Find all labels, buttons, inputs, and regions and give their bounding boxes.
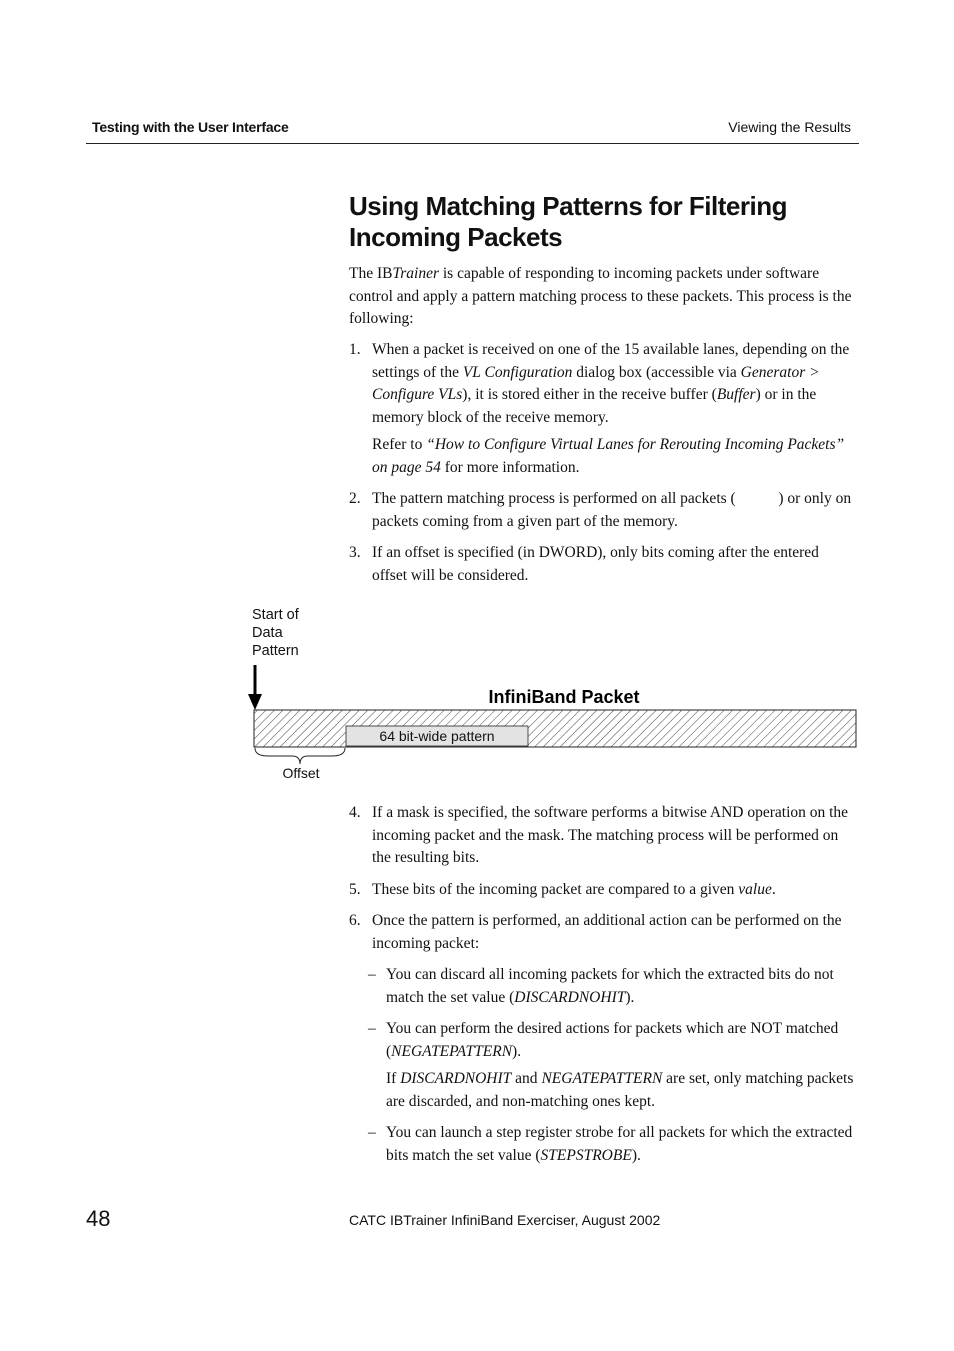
steps-list-upper [349, 339, 857, 587]
list-item-6 [349, 910, 857, 955]
flag-name: DISCARDNOHIT [514, 988, 626, 1006]
start-label-line1: Start of [252, 607, 299, 623]
sub-item-discard [349, 964, 857, 1009]
list-item-5 [349, 879, 857, 902]
running-header-topic: Viewing the Results [728, 119, 851, 135]
item-text: When a packet is received on one of the 15 available lanes, depending on the settings of the [372, 341, 850, 381]
term-value: value [738, 880, 772, 898]
item-text: and [511, 1070, 542, 1087]
dash-bullet: – [368, 1124, 376, 1141]
start-label-line2: Data [252, 625, 283, 641]
start-label-line3: Pattern [252, 643, 299, 659]
list-item-3 [349, 542, 857, 587]
item-text: ) or only on packets coming from a given part of the memory. [372, 490, 852, 530]
pattern-label: 64 bit-wide pattern [379, 728, 495, 744]
item-text: If an offset is specified (in DWORD), only bits coming after the entered offset will be considered. [372, 544, 819, 584]
list-number: 1. [349, 341, 361, 358]
footer-title: CATC IBTrainer InfiniBand Exerciser, August 2002 [349, 1212, 661, 1228]
item-text: The pattern matching process is performed on all packets ( [372, 490, 736, 507]
item-text: ) or in the memory block of the receive memory. [372, 386, 817, 426]
item-text: ). [512, 1042, 522, 1060]
intro-paragraph [349, 263, 857, 331]
intro-product-name: Trainer [392, 265, 439, 282]
list-item-2 [349, 488, 857, 533]
sub-item-negate [349, 1018, 857, 1113]
sub-item-strobe [349, 1122, 857, 1167]
intro-text: The IB [349, 265, 393, 282]
steps-list-lower [349, 802, 857, 1167]
item-text: are set, only matching packets are discarded, and non-matching ones kept. [386, 1070, 854, 1110]
packet-diagram-svg [240, 600, 870, 790]
running-header-section: Testing with the User Interface [92, 119, 289, 135]
packet-diagram [240, 600, 870, 790]
cross-reference-link[interactable]: “How to Configure Virtual Lanes for Rerouting Incoming Packets” on page 54 [372, 436, 845, 476]
header-rule [86, 143, 859, 144]
dialog-name: VL Configuration [462, 363, 573, 381]
item-text: You can perform the desired actions for packets which are NOT matched ( [386, 1020, 839, 1060]
flag-name: NEGATEPATTERN [391, 1042, 513, 1060]
list-number: 2. [349, 490, 361, 507]
flag-name: STEPSTROBE [540, 1146, 632, 1164]
item-text: for more information. [440, 458, 580, 476]
cross-reference [372, 434, 857, 479]
page-number: 48 [86, 1206, 111, 1231]
list-number: 4. [349, 804, 361, 821]
dash-bullet: – [368, 966, 376, 983]
item-text: If [386, 1070, 401, 1087]
item-text: ). [625, 988, 635, 1006]
item-text: These bits of the incoming packet are compared to a given [372, 880, 739, 898]
sub-item-note [386, 1068, 857, 1113]
item-text: Refer to [372, 436, 427, 453]
item-text: ), it is stored either in the receive buffer ( [462, 386, 717, 403]
list-item-1 [349, 339, 857, 479]
item-text: You can launch a step register strobe for all packets for which the extracted bits match the set value ( [386, 1124, 853, 1164]
option-name: Buffer [716, 386, 756, 403]
item-text: Once the pattern is performed, an additional action can be performed on the incoming packet: [372, 912, 842, 952]
item-text: . [771, 880, 776, 898]
packet-label: InfiniBand Packet [488, 687, 640, 707]
list-item-4 [349, 802, 857, 870]
item-text: If a mask is specified, the software performs a bitwise AND operation on the incoming packet and the mask. The matching process will be performed on the resulting bits. [372, 804, 849, 866]
list-number: 6. [349, 912, 361, 929]
dash-bullet: – [368, 1020, 376, 1037]
item-text: You can discard all incoming packets for which the extracted bits do not match the set value ( [386, 966, 834, 1006]
item-text: ). [631, 1146, 641, 1164]
list-number: 5. [349, 880, 361, 898]
item-text: dialog box (accessible via [572, 363, 741, 381]
packet-bar [254, 710, 856, 747]
list-number: 3. [349, 544, 361, 561]
blank-gap [736, 490, 779, 507]
intro-text-cont: is capable of responding to incoming packets under software control and apply a pattern matching process to these packets. This process is the following: [349, 265, 852, 327]
menu-path: Generator > Configure VLs [372, 363, 820, 403]
flag-name: NEGATEPATTERN [541, 1070, 663, 1087]
offset-brace [255, 748, 345, 764]
flag-name: DISCARDNOHIT [400, 1070, 512, 1087]
section-title [349, 191, 849, 253]
section-title-line1: Using Matching Patterns for Filtering [349, 191, 787, 221]
offset-label: Offset [282, 765, 320, 781]
section-title-line2: Incoming Packets [349, 222, 563, 252]
start-arrow-head [248, 694, 262, 710]
